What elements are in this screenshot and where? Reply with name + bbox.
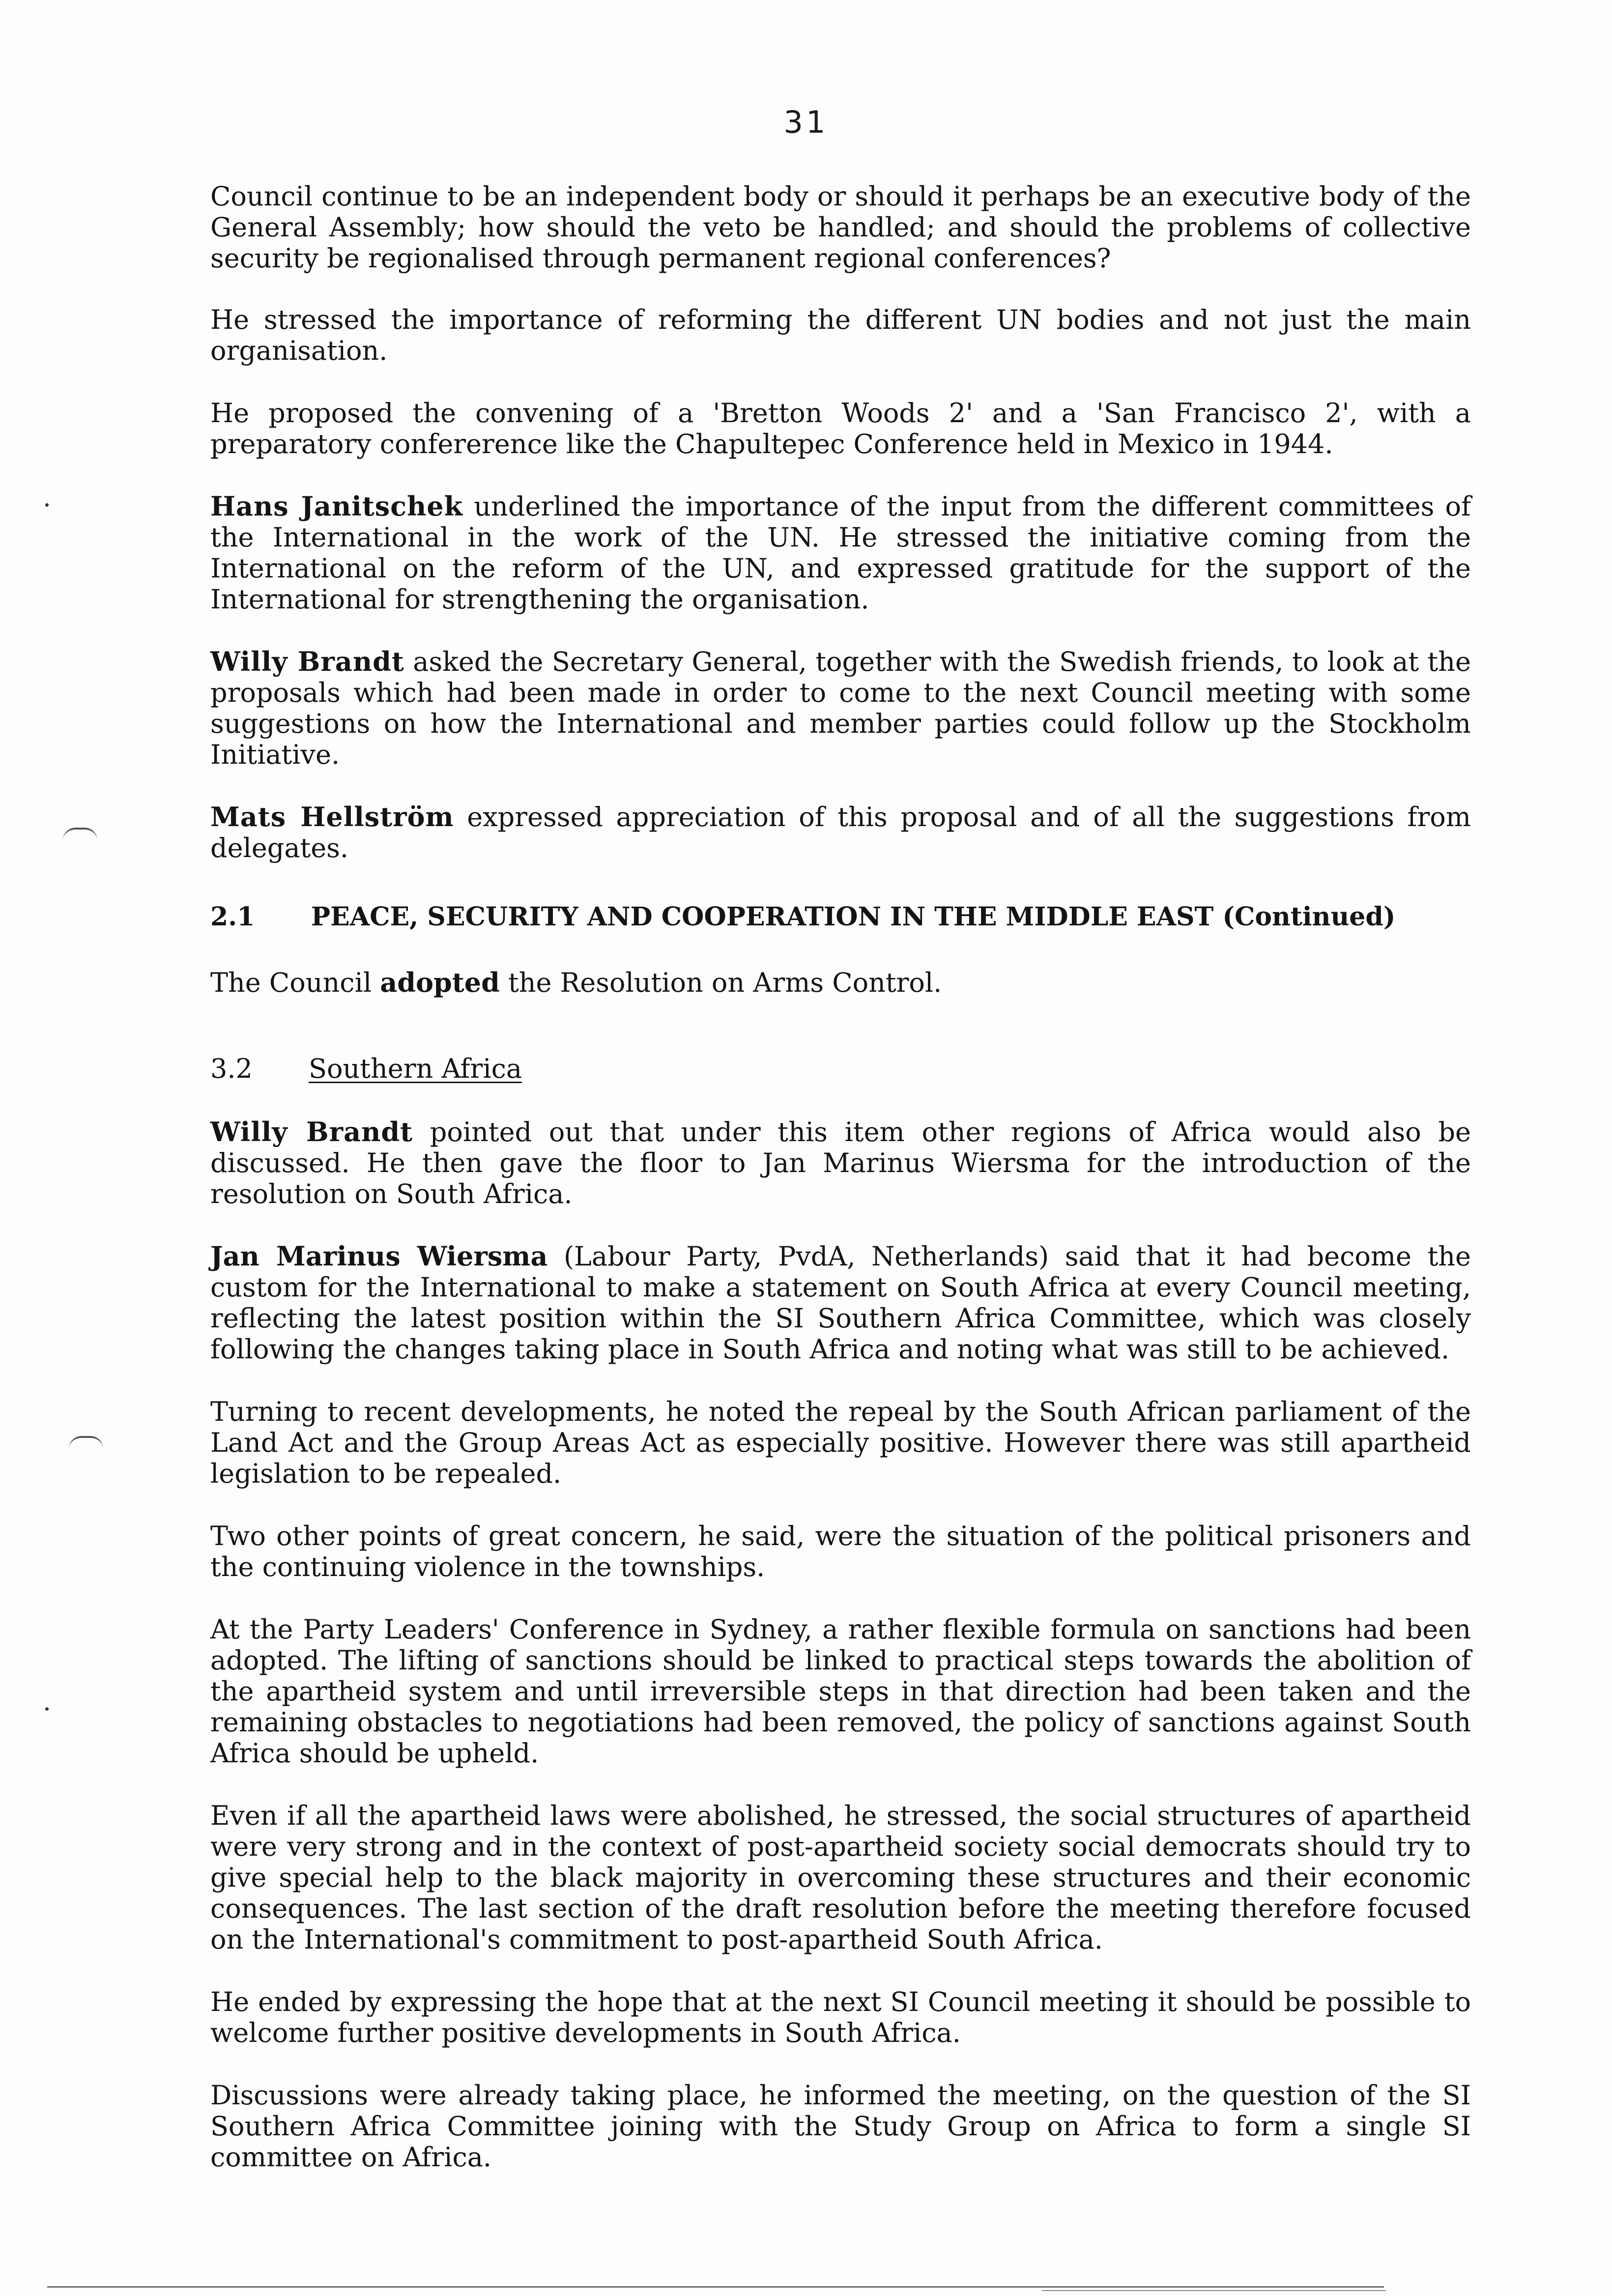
paragraph-wiersma — [210, 1241, 1471, 1365]
paragraph-bretton-woods-proposal: He proposed the convening of a 'Bretton Woods 2' and a 'San Francisco 2', with a preparatory confererence like the Chapultepec Conference held in Mexico in 1944. — [210, 398, 1471, 459]
section-title: PEACE, SECURITY AND COOPERATION IN THE MIDDLE EAST (Continued) — [311, 902, 1396, 932]
paragraph-hellstrom — [210, 802, 1471, 863]
paragraph-text: The Council — [210, 967, 380, 998]
footer-rule — [1042, 2290, 1386, 2291]
section-number: 2.1 — [210, 902, 255, 932]
paragraph-text: expressed appreciation of this proposal and of all the suggestions from delegates. — [210, 802, 1471, 863]
paragraph-concerns: Two other points of great concern, he said, were the situation of the political prisoners and the continuing violence in the townships. — [210, 1521, 1471, 1582]
paragraph-reform-un-bodies: He stressed the importance of reforming the different UN bodies and not just the main organisation. — [210, 304, 1471, 366]
paragraph-text: pointed out that under this item other regions of Africa would also be discussed. He then gave the floor to Jan Marinus Wiersma for the introduction of the resolution on South Africa. — [210, 1117, 1471, 1209]
margin-tick-mark — [63, 828, 97, 840]
paragraph-arms-control-adopted — [210, 967, 1471, 998]
speaker-name: Willy Brandt — [210, 646, 404, 677]
section-heading-3-2 — [210, 1053, 1471, 1084]
footer-rule — [47, 2286, 1384, 2288]
paragraph-text: asked the Secretary General, together with the Swedish friends, to look at the proposals which had been made in order to come to the next Council meeting with some suggestions on how the International and member parties could follow up the Stockholm Initiative. — [210, 646, 1471, 770]
paragraph-recent-developments: Turning to recent developments, he noted the repeal by the South African parliament of the Land Act and the Group Areas Act as especially positive. However there was still apartheid legislation to be repealed. — [210, 1396, 1471, 1489]
margin-dot-mark — [45, 1707, 49, 1711]
paragraph-hope: He ended by expressing the hope that at the next SI Council meeting it should be possible to welcome further positive developments in South Africa. — [210, 1986, 1471, 2048]
paragraph-text: underlined the importance of the input from the different committees of the International in the work of the UN. He stressed the initiative coming from the International on the reform of the UN, and expressed gratitude for the support of the International for strengthening the organisation. — [210, 491, 1471, 615]
section-heading-2-1 — [210, 902, 1471, 932]
section-title: Southern Africa — [309, 1053, 522, 1084]
speaker-name: Jan Marinus Wiersma — [210, 1240, 548, 1272]
page-number: 31 — [783, 104, 829, 140]
speaker-name: Mats Hellström — [210, 801, 454, 832]
paragraph-text: (Labour Party, PvdA, Netherlands) said that it had become the custom for the International to make a statement on South Africa at every Council meeting, reflecting the latest position within the SI Southern Africa Committee, which was closely following the changes taking place in South Africa and noting what was still to be achieved. — [210, 1241, 1471, 1365]
document-body — [210, 181, 1471, 2173]
margin-tick-mark — [69, 1436, 103, 1449]
paragraph-council-question: Council continue to be an independent body or should it perhaps be an executive body of the General Assembly; how should the veto be handled; and should the problems of collective security be regionalised through permanent regional conferences? — [210, 181, 1471, 274]
speaker-name: Willy Brandt — [210, 1116, 413, 1148]
paragraph-janitschek — [210, 491, 1471, 615]
paragraph-text: the Resolution on Arms Control. — [499, 967, 942, 998]
paragraph-brandt-africa — [210, 1117, 1471, 1209]
margin-dot-mark — [45, 503, 49, 507]
paragraph-committee-merger: Discussions were already taking place, he informed the meeting, on the question of the SI Southern Africa Committee joining with the Study Group on Africa to form a single SI committee on Africa. — [210, 2080, 1471, 2173]
emphasis-adopted: adopted — [380, 967, 500, 998]
paragraph-sydney-sanctions: At the Party Leaders' Conference in Sydney, a rather flexible formula on sanctions had been adopted. The lifting of sanctions should be linked to practical steps towards the abolition of the apartheid system and until irreversible steps in that direction had been taken and the remaining obstacles to negotiations had been removed, the policy of sanctions against South Africa should be upheld. — [210, 1614, 1471, 1769]
paragraph-apartheid-structures: Even if all the apartheid laws were abolished, he stressed, the social structures of apartheid were very strong and in the context of post-apartheid society social democrats should try to give special help to the black majority in overcoming these structures and their economic consequences. The last section of the draft resolution before the meeting therefore focused on the International's commitment to post-apartheid South Africa. — [210, 1800, 1471, 1955]
paragraph-brandt-stockholm — [210, 646, 1471, 770]
section-number: 3.2 — [210, 1053, 253, 1084]
speaker-name: Hans Janitschek — [210, 490, 463, 522]
